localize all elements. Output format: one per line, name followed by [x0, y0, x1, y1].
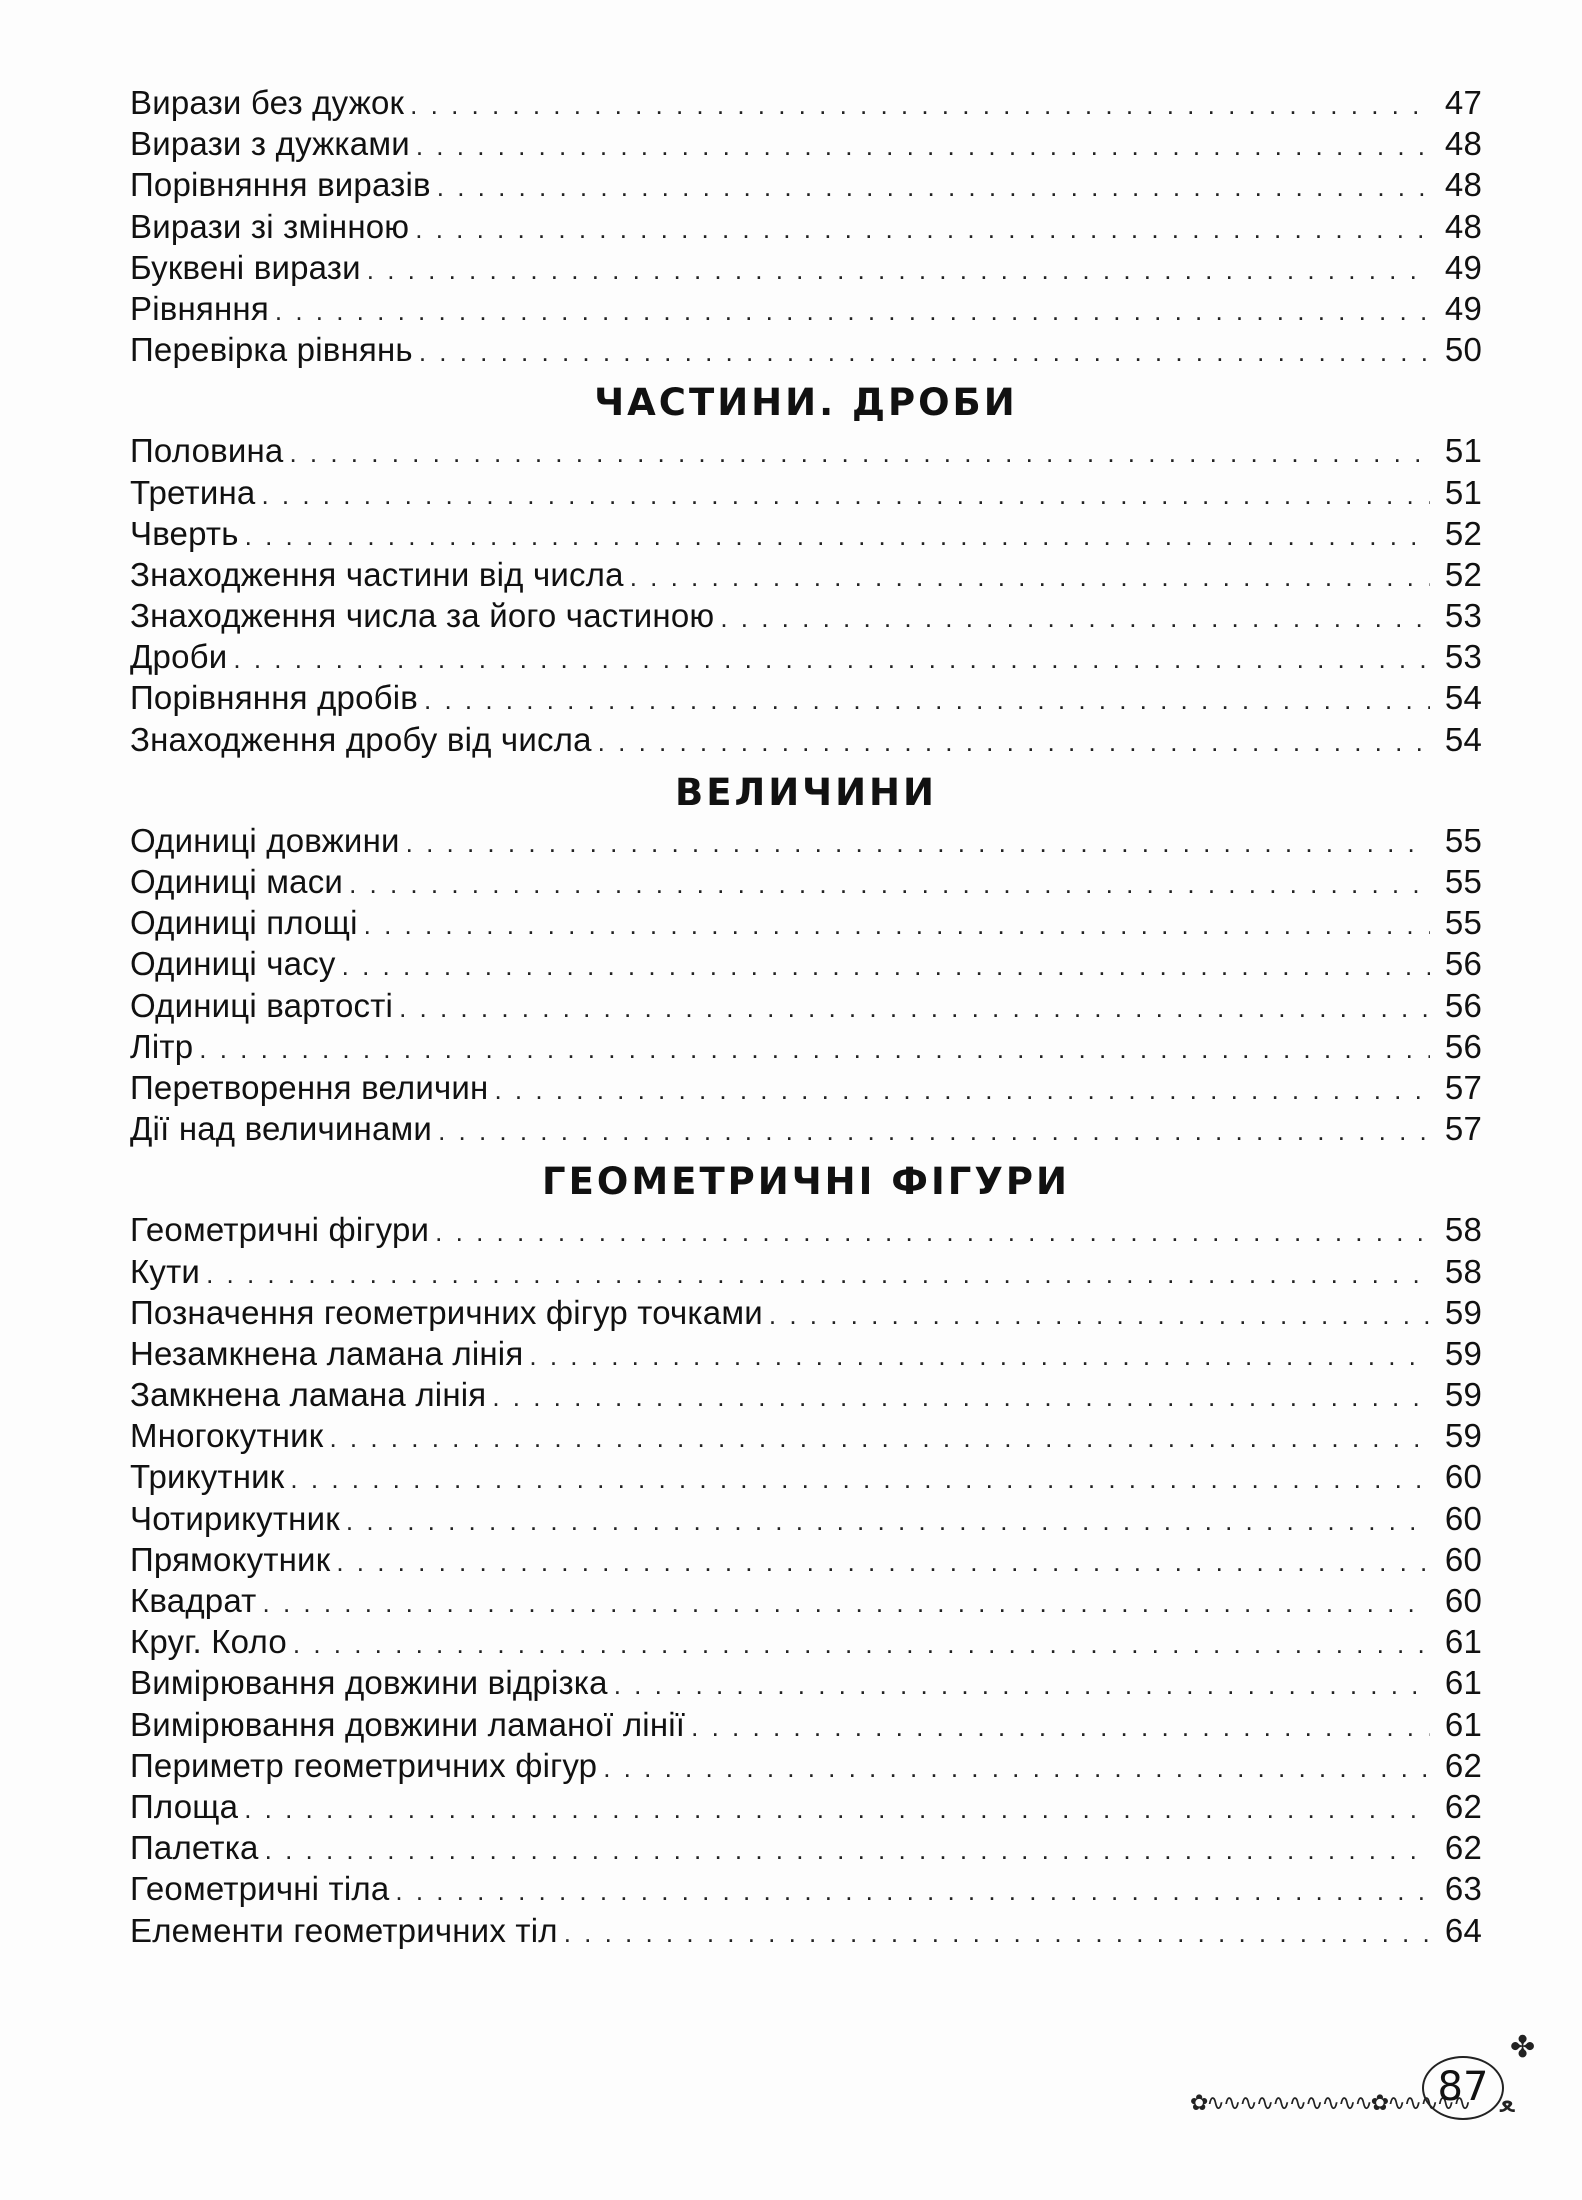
dot-leader [336, 1542, 1430, 1583]
toc-entry-page: 60 [1444, 1499, 1482, 1537]
toc-entry-title: Третина [130, 473, 256, 511]
toc-entry[interactable] [130, 288, 1482, 329]
dot-leader [614, 1665, 1430, 1706]
toc-entry-title: Перевірка рівнянь [130, 331, 413, 369]
toc-entry[interactable] [130, 1868, 1482, 1909]
dot-leader [494, 1070, 1430, 1111]
dot-leader [603, 1748, 1430, 1789]
toc-entry[interactable] [130, 1209, 1482, 1250]
dot-leader [206, 1254, 1430, 1295]
toc-entry-page: 55 [1444, 821, 1482, 859]
toc-entry[interactable] [130, 430, 1482, 471]
toc-entry-page: 64 [1444, 1911, 1482, 1949]
toc-entry-title: Одиниці площі [130, 904, 358, 942]
toc-entry[interactable] [130, 82, 1482, 123]
dot-leader [406, 823, 1430, 864]
toc-entry-page: 61 [1444, 1664, 1482, 1702]
toc-entry-page: 52 [1444, 514, 1482, 552]
section-heading: ЧАСТИНИ. ДРОБИ [594, 381, 1018, 425]
toc-entry[interactable] [130, 329, 1482, 370]
dot-leader [293, 1624, 1430, 1665]
toc-entry-title: Одиниці часу [130, 945, 336, 983]
dot-leader [399, 988, 1430, 1029]
dot-leader [419, 332, 1430, 373]
toc-entry[interactable] [130, 247, 1482, 288]
toc-entry[interactable] [130, 1292, 1482, 1333]
toc-entry-page: 61 [1444, 1623, 1482, 1661]
toc-entry-page: 61 [1444, 1705, 1482, 1743]
toc-entry-page: 52 [1444, 555, 1482, 593]
dot-leader [529, 1336, 1430, 1377]
table-of-contents [130, 82, 1482, 1951]
toc-entry-title: Круг. Коло [130, 1623, 287, 1661]
toc-entry-title: Буквені вирази [130, 248, 361, 286]
toc-entry-title: Трикутник [130, 1458, 285, 1496]
toc-entry-page: 60 [1444, 1458, 1482, 1496]
toc-entry[interactable] [130, 1662, 1482, 1703]
toc-entry[interactable] [130, 513, 1482, 554]
toc-entry-title: Порівняння виразів [130, 166, 431, 204]
toc-entry[interactable] [130, 820, 1482, 861]
toc-entry[interactable] [130, 1745, 1482, 1786]
toc-entry-page: 55 [1444, 863, 1482, 900]
dot-leader [199, 1029, 1430, 1070]
dot-leader [263, 1583, 1431, 1624]
dot-leader [290, 1459, 1430, 1500]
dot-leader [410, 85, 1430, 126]
toc-entry-title: Одиниці вартості [130, 986, 394, 1024]
toc-entry[interactable] [130, 206, 1482, 247]
toc-entry[interactable] [130, 1333, 1482, 1374]
section-heading: ВЕЛИЧИНИ [675, 770, 937, 814]
toc-entry[interactable] [130, 554, 1482, 595]
toc-entry-page: 53 [1444, 638, 1482, 676]
toc-entry[interactable] [130, 472, 1482, 513]
toc-entry[interactable] [130, 1108, 1482, 1149]
toc-entry-title: Рівняння [130, 289, 269, 327]
dot-leader [349, 864, 1430, 905]
toc-entry-title: Чотирикутник [130, 1499, 340, 1537]
toc-entry-title: Елементи геометричних тіл [130, 1911, 558, 1949]
dot-leader [289, 433, 1430, 474]
toc-entry-page: 48 [1444, 207, 1482, 245]
toc-entry-title: Площа [130, 1787, 239, 1825]
toc-entry-page: 56 [1444, 945, 1482, 983]
toc-entry-page: 56 [1444, 986, 1482, 1024]
dot-leader [438, 1111, 1430, 1152]
toc-entry-page: 60 [1444, 1540, 1482, 1578]
toc-entry-page: 59 [1444, 1334, 1482, 1372]
flower-icon: ✤ [1510, 2031, 1536, 2064]
toc-entry-page: 62 [1444, 1829, 1482, 1867]
dot-leader [245, 516, 1430, 557]
dot-leader [275, 291, 1430, 332]
toc-entry[interactable] [130, 943, 1482, 984]
dot-leader [435, 1212, 1430, 1253]
toc-entry-title: Дії над величинами [130, 1110, 433, 1148]
toc-entry-page: 53 [1444, 597, 1482, 635]
toc-entry-page: 54 [1444, 679, 1482, 717]
toc-entry-page: 54 [1444, 720, 1482, 758]
toc-entry-page: 63 [1444, 1870, 1482, 1908]
dot-leader [564, 1913, 1430, 1954]
toc-entry[interactable] [130, 985, 1482, 1026]
toc-entry[interactable] [130, 1910, 1482, 1951]
toc-entry-title: Кути [130, 1252, 201, 1290]
dot-leader [364, 905, 1430, 946]
toc-entry-page: 51 [1444, 473, 1482, 511]
toc-entry-title: Вимірювання довжини ламаної лінії [130, 1705, 686, 1743]
toc-entry-title: Позначення геометричних фігур точками [130, 1293, 763, 1331]
toc-entry-title: Вирази з дужками [130, 125, 410, 163]
toc-entry-title: Вирази зі змінною [130, 207, 410, 245]
dot-leader [769, 1295, 1430, 1336]
toc-entry-title: Знаходження дробу від числа [130, 720, 592, 758]
toc-entry-page: 48 [1444, 125, 1482, 163]
dot-leader [244, 1789, 1430, 1830]
dot-leader [720, 598, 1430, 639]
toc-entry[interactable] [130, 1621, 1482, 1662]
dot-leader [437, 167, 1430, 208]
toc-entry-title: Знаходження частини від числа [130, 555, 624, 593]
dot-leader [367, 250, 1430, 291]
toc-entry[interactable] [130, 1251, 1482, 1292]
toc-entry-title: Прямокутник [130, 1540, 331, 1578]
page-number: 87 [1422, 2056, 1504, 2120]
toc-entry-title: Літр [130, 1027, 194, 1065]
toc-entry-title: Порівняння дробів [130, 679, 418, 717]
ornament-icon: ﻌ [1500, 2086, 1515, 2119]
decorative-border-icon: ✿∿∿∿∿∿∿∿∿∿∿✿∿∿∿∿∿ [1190, 2090, 1470, 2115]
toc-entry[interactable] [130, 861, 1482, 902]
toc-entry[interactable] [130, 1580, 1482, 1621]
toc-entry-title: Квадрат [130, 1582, 257, 1619]
toc-entry-title: Вирази без дужок [130, 84, 405, 121]
toc-entry[interactable] [130, 595, 1482, 636]
toc-entry[interactable] [130, 1498, 1482, 1539]
toc-entry-title: Периметр геометричних фігур [130, 1746, 598, 1784]
dot-leader [630, 557, 1430, 598]
dot-leader [492, 1377, 1430, 1418]
toc-entry[interactable] [130, 1539, 1482, 1580]
toc-entry-page: 62 [1444, 1787, 1482, 1825]
toc-entry-title: Знаходження числа за його частиною [130, 597, 715, 635]
toc-entry-page: 56 [1444, 1027, 1482, 1065]
dot-leader [691, 1707, 1430, 1748]
toc-entry-page: 57 [1444, 1110, 1482, 1148]
toc-entry-title: Чверть [130, 514, 239, 552]
toc-entry-title: Многокутник [130, 1417, 324, 1455]
toc-entry-page: 50 [1444, 331, 1482, 369]
dot-leader [395, 1871, 1430, 1912]
toc-entry-title: Геометричні тіла [130, 1870, 390, 1908]
dot-leader [261, 475, 1430, 516]
toc-entry[interactable] [130, 636, 1482, 677]
toc-entry[interactable] [130, 1786, 1482, 1827]
dot-leader [416, 126, 1430, 167]
page-footer [1180, 2030, 1560, 2140]
toc-entry-title: Перетворення величин [130, 1068, 489, 1106]
toc-entry-title: Половина [130, 432, 284, 470]
dot-leader [265, 1830, 1430, 1871]
dot-leader [598, 722, 1430, 763]
toc-entry-page: 48 [1444, 166, 1482, 204]
dot-leader [233, 639, 1430, 680]
toc-entry[interactable] [130, 1704, 1482, 1745]
dot-leader [424, 680, 1430, 721]
toc-entry-page: 59 [1444, 1417, 1482, 1455]
toc-entry-page: 59 [1444, 1293, 1482, 1331]
toc-entry[interactable] [130, 1026, 1482, 1067]
toc-entry-title: Геометричні фігури [130, 1211, 430, 1249]
toc-entry[interactable] [130, 1374, 1482, 1415]
toc-entry-page: 60 [1444, 1582, 1482, 1619]
toc-entry-page: 62 [1444, 1746, 1482, 1784]
toc-entry[interactable] [130, 1456, 1482, 1497]
toc-entry-page: 58 [1444, 1252, 1482, 1290]
dot-leader [346, 1501, 1430, 1542]
toc-entry-title: Одиниці маси [130, 863, 344, 900]
toc-entry-page: 51 [1444, 432, 1482, 470]
toc-entry-title: Одиниці довжини [130, 821, 400, 859]
toc-entry[interactable] [130, 1067, 1482, 1108]
dot-leader [415, 209, 1430, 250]
toc-entry[interactable] [130, 677, 1482, 718]
toc-entry[interactable] [130, 902, 1482, 943]
toc-entry[interactable] [130, 719, 1482, 760]
toc-entry-page: 59 [1444, 1376, 1482, 1414]
toc-entry-title: Палетка [130, 1829, 259, 1867]
toc-entry-page: 58 [1444, 1211, 1482, 1249]
toc-entry-page: 47 [1444, 84, 1482, 121]
section-heading: ГЕОМЕТРИЧНІ ФІГУРИ [542, 1160, 1070, 1204]
toc-entry[interactable] [130, 1415, 1482, 1456]
toc-entry-page: 49 [1444, 289, 1482, 327]
toc-entry-title: Вимірювання довжини відрізка [130, 1664, 608, 1702]
toc-entry[interactable] [130, 164, 1482, 205]
toc-entry-title: Замкнена ламана лінія [130, 1376, 487, 1414]
toc-entry-page: 57 [1444, 1068, 1482, 1106]
toc-entry-title: Дроби [130, 638, 228, 676]
toc-entry-page: 49 [1444, 248, 1482, 286]
dot-leader [342, 946, 1430, 987]
toc-entry[interactable] [130, 1827, 1482, 1868]
dot-leader [329, 1418, 1430, 1459]
toc-entry-page: 55 [1444, 904, 1482, 942]
toc-entry-title: Незамкнена ламана лінія [130, 1334, 524, 1372]
toc-entry[interactable] [130, 123, 1482, 164]
